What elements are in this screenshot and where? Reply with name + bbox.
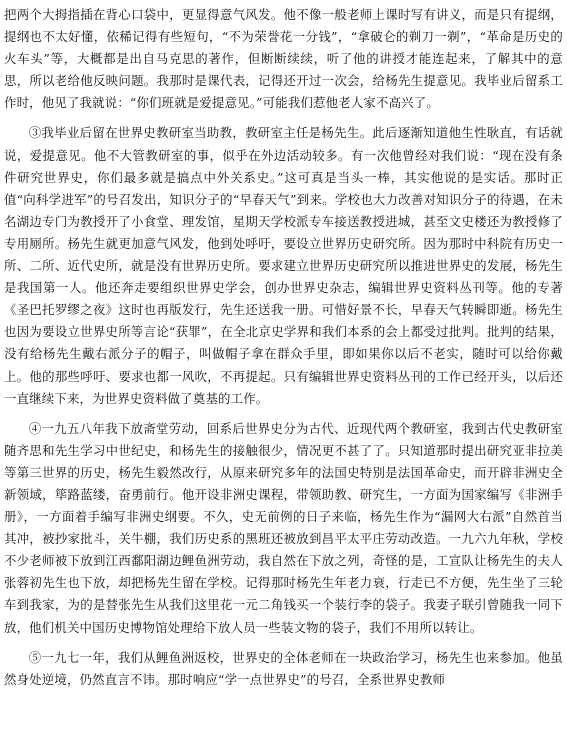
paragraph-3: ③我毕业后留在世界史教研室当助教，教研室主任是杨先生。此后逐渐知道他生性耿直，有话就说，爱提意见。他不大管教研室的事，似乎在外边活动较多。有一次他曾经对我们说：“现在没有条件研究世界史，你们最多就是搞点中外关系史。”这可真是当头一棒，其实他说的是实话。那时正值“向科学进军”的号召发出，知识分子的“早春天气”到来。学校也大力改善对知识分子的待遇，在未名湖边专门为教授开了小食堂、理发馆，星期天学校派专车接送教授进城，甚至文史楼还为教授修了专用厕所。杨先生就更加意气风发，他到处呼吁，要设立世界历史研究所。因为那时中科院有历史一所、二所、近代史所，就是没有世界历史所。要求建立世界历史研究所以推进世界史的发展，杨先生是我国第一人。他还奔走要组织世界史学会，创办世界史杂志，编辑世界史资料丛刊等。他的专著《圣巴托罗缪之夜》这时也再版发行，先生还送我一册。可惜好景不长，早春天气转瞬即逝。杨先生也因为要设立世界史所等言论“获罪”，在全北京史学界和我们本系的会上都受过批判。批判的结果，没有给杨先生戴右派分子的帽子，叫做帽子拿在群众手里，即如果你以后不老实，随时可以给你戴上。他的那些呼吁、要求也都一风吹，不再提起。只有编辑世界史资料丛刊的工作已经开头，以后还一直继续下来，为世界史资料做了奠基的工作。 (4, 125, 563, 406)
paragraph-4: ④一九五八年我下放斋堂劳动，回系后世界史分为古代、近现代两个教研室，我到古代史教研室随齐思和先生学习中世纪史，和杨先生的接触很少，情况更不甚了了。只知道那时提出研究亚非拉美等第三世界的历史，杨先生毅然改行，从原来研究多年的法国史特别是法国革命史，而开辟非洲史全新领域，筚路蓝缕，奋勇前行。他开设非洲史课程，带领助教、研究生，一方面为国家编写《非洲手册》，一方面着手编写非洲史纲要。不久，史无前例的日子来临，杨先生作为“漏网大右派”自然首当其冲，被抄家批斗，关牛棚，我们历史系的黑班还被放到昌平太平庄劳动改造。一九六九年秋，学校不少老师被下放到江西鄱阳湖边鲤鱼洲劳动，我自然在下放之列，奇怪的是，工宣队让杨先生的夫人张蓉初先生也下放，却把杨先生留在学校。记得那时杨先生年老力衰，行走已不方便，先生坐了三轮车到我家，为的是替张先生从我们这里花一元二角钱买一个装行李的袋子。我妻子联引曾随我一同下放，他们机关中国历史博物馆处理给下放人员一些装文物的袋子，我们不用所以转让。 (4, 420, 563, 635)
paragraph-continuation: 把两个大拇指插在背心口袋中，更显得意气风发。他不像一般老师上课时写有讲义，而是只有提纲，提纲也不太好懂，依稀记得有些短句，“不为荣誉花一分钱”，“拿破仑的剃刀一剃”，“革命是历史的火车头”等，大概都是出自马克思的著作，但断断续续，听了他的讲授才能连起来，了解其中的意思，所以老给他反映问题。我那时是课代表，记得还开过一次会，给杨先生提意见。我毕业后留系工作时，他见了我就说：“你们班就是爱提意见。”可能我们惹他老人家不高兴了。 (4, 7, 563, 111)
paragraph-5: ⑤一九七一年，我们从鲤鱼洲返校，世界史的全体老师在一块政治学习，杨先生也来参加。他虽然身处逆境，仍然直言不讳。那时响应“学一点世界史”的号召，全系世界史教师 (4, 649, 563, 687)
